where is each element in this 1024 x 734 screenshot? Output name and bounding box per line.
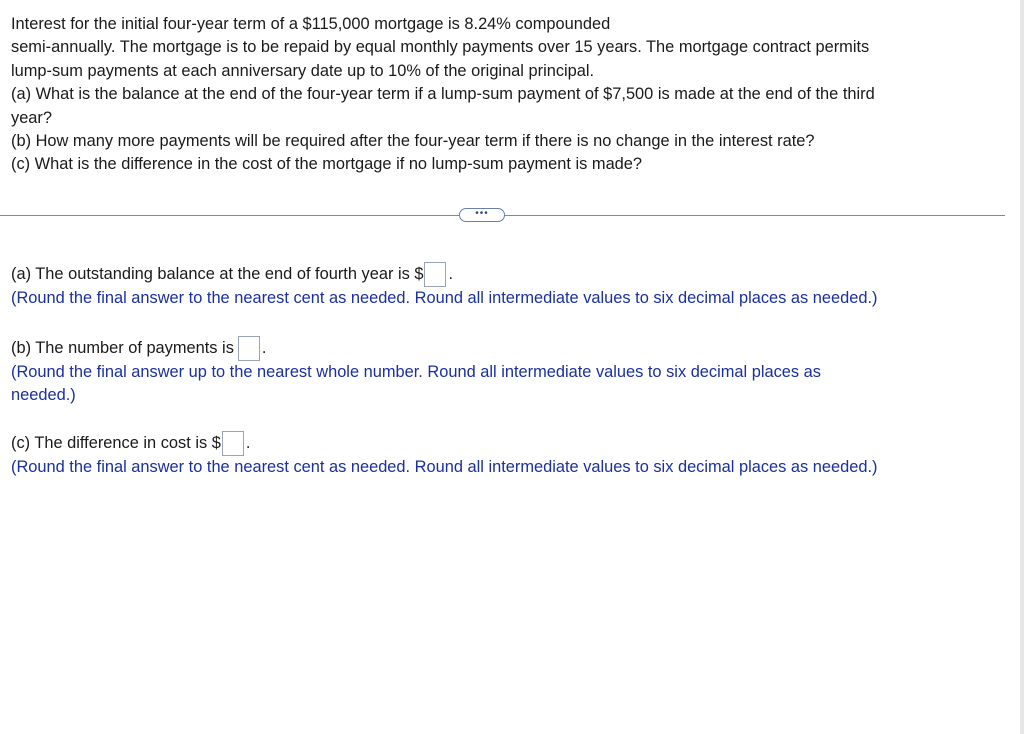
answer-part-c: [11, 431, 1001, 479]
answer-part-b: [11, 336, 1001, 407]
answer-b-hint-line: needed.): [11, 386, 76, 404]
answer-part-a: [11, 262, 1001, 310]
answer-a-label: (a) The outstanding balance at the end of fourth year is $: [11, 265, 424, 283]
question-line: (c) What is the difference in the cost of the mortgage if no lump-sum payment is made?: [11, 155, 643, 174]
answer-c-period: .: [245, 434, 251, 452]
answer-a-hint: (Round the final answer to the nearest cent as needed. Round all intermediate values to six decimal places as needed.): [11, 289, 878, 307]
question-line: year?: [11, 108, 53, 127]
question-line: Interest for the initial four-year term of a $115,000 mortgage is 8.24% compounded: [11, 15, 611, 33]
answer-b-period: .: [261, 339, 267, 357]
answer-a-prompt: [11, 262, 1001, 287]
answer-c-prompt: [11, 431, 1001, 456]
answer-b-prompt: [11, 336, 1001, 361]
answer-b-hint-line: (Round the final answer up to the nearest whole number. Round all intermediate values to six decimal places as: [11, 363, 821, 381]
answer-b-label: (b) The number of payments is: [11, 339, 234, 357]
answer-c-hint: (Round the final answer to the nearest cent as needed. Round all intermediate values to six decimal places as needed.): [11, 458, 878, 476]
question-line: (a) What is the balance at the end of the four-year term if a lump-sum payment of $7,500 is made at the end of the third: [11, 85, 875, 104]
right-edge-border: [1020, 0, 1024, 734]
question-line: (b) How many more payments will be required after the four-year term if there is no change in the interest rate?: [11, 132, 815, 151]
answer-c-label: (c) The difference in cost is $: [11, 434, 221, 452]
question-line: semi-annually. The mortgage is to be repaid by equal monthly payments over 15 years. The mortgage contract permits: [11, 38, 870, 57]
answer-b-hint: [11, 361, 1001, 407]
more-options-button[interactable]: •••: [459, 208, 505, 222]
answer-a-period: .: [448, 265, 454, 283]
answer-a-input[interactable]: [424, 262, 446, 287]
answer-b-input[interactable]: [238, 336, 260, 361]
question-line: lump-sum payments at each anniversary date up to 10% of the original principal.: [11, 61, 595, 80]
answer-c-input[interactable]: [222, 431, 244, 456]
question-text: [11, 13, 1001, 177]
